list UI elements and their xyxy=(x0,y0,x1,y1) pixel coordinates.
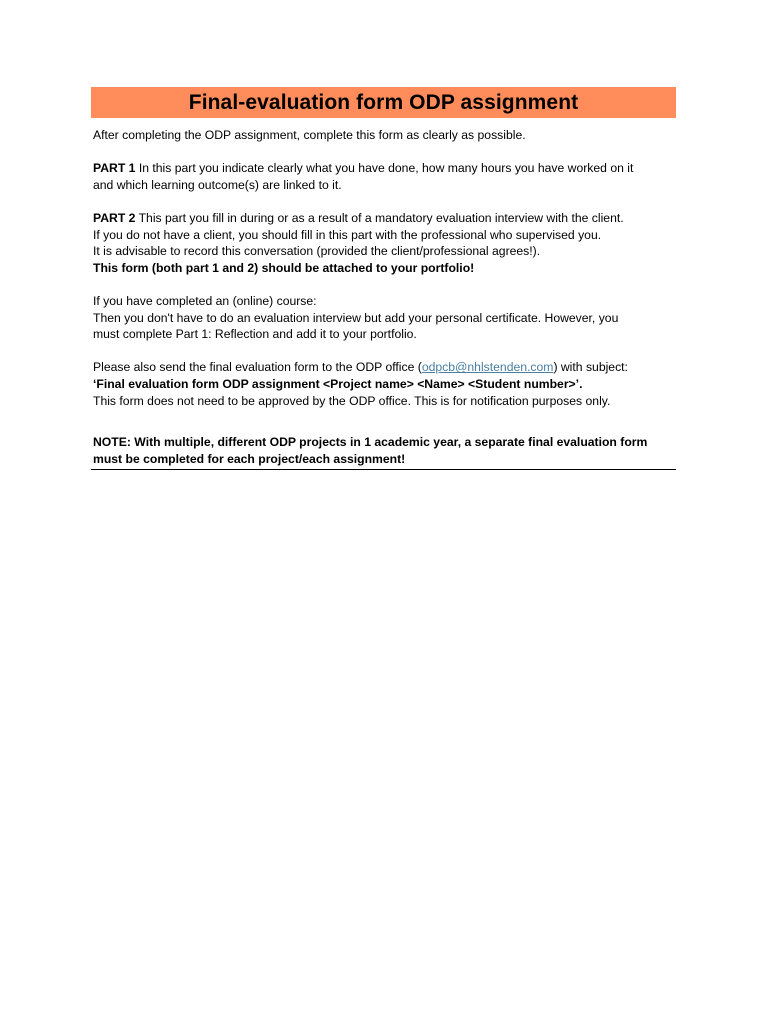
send-line3: This form does not need to be approved by the ODP office. This is for notification purposes only. xyxy=(93,393,611,408)
send-line1-before: Please also send the final evaluation form to the ODP office ( xyxy=(93,360,422,375)
part1-paragraph xyxy=(93,160,676,177)
part2-paragraph xyxy=(93,210,676,227)
part2-line2: If you do not have a client, you should fill in this part with the professional who supervised you. xyxy=(93,227,602,242)
page-title: Final-evaluation form ODP assignment xyxy=(188,91,579,114)
title-banner xyxy=(91,87,676,118)
form-instructions xyxy=(91,118,676,470)
part2-line3: It is advisable to record this conversation (provided the client/professional agrees!). xyxy=(93,244,541,259)
part2-label: PART 2 xyxy=(93,210,136,225)
portfolio-attach-note: This form (both part 1 and 2) should be attached to your portfolio! xyxy=(93,260,475,275)
email-subject-line: ‘Final evaluation form ODP assignment <Project name> <Name> <Student number>’. xyxy=(93,376,583,391)
email-link[interactable]: odpcb@nhlstenden.com xyxy=(421,360,554,375)
intro-text: After completing the ODP assignment, complete this form as clearly as possible. xyxy=(93,128,526,142)
bottom-divider xyxy=(91,469,676,470)
send-line1-after: ) with subject: xyxy=(553,360,628,375)
course-line3: must complete Part 1: Reflection and add it to your portfolio. xyxy=(93,327,417,342)
part1-label: PART 1 xyxy=(93,161,136,176)
part1-text-line2: and which learning outcome(s) are linked to it. xyxy=(93,177,342,192)
course-line2: Then you don't have to do an evaluation interview but add your personal certificate. However, you xyxy=(93,310,619,325)
document-page xyxy=(91,87,676,470)
course-line1: If you have completed an (online) course: xyxy=(93,293,317,308)
note-line2: must be completed for each project/each assignment! xyxy=(93,451,406,466)
part1-text-line1: In this part you indicate clearly what you have done, how many hours you have worked on it xyxy=(135,161,634,176)
part2-text-line1: This part you fill in during or as a result of a mandatory evaluation interview with the client. xyxy=(135,210,624,225)
note-line1: NOTE: With multiple, different ODP projects in 1 academic year, a separate final evaluation form xyxy=(93,435,648,450)
note-block xyxy=(93,434,676,469)
send-paragraph xyxy=(93,359,676,376)
